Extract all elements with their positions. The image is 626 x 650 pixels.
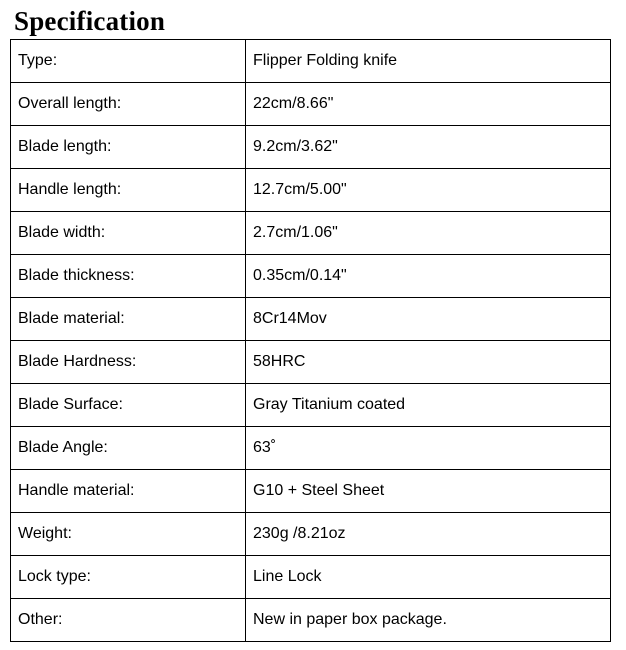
table-row [11, 40, 611, 83]
spec-value: 22cm/8.66" [246, 83, 611, 126]
spec-label: Blade width: [11, 212, 246, 255]
spec-value: 230g /8.21oz [246, 513, 611, 556]
table-row [11, 427, 611, 470]
spec-value: 63˚ [246, 427, 611, 470]
spec-label: Weight: [11, 513, 246, 556]
spec-label: Blade Angle: [11, 427, 246, 470]
table-row [11, 599, 611, 642]
spec-value: 8Cr14Mov [246, 298, 611, 341]
spec-value: Gray Titanium coated [246, 384, 611, 427]
table-row [11, 298, 611, 341]
table-row [11, 513, 611, 556]
spec-value: 2.7cm/1.06" [246, 212, 611, 255]
spec-value: Flipper Folding knife [246, 40, 611, 83]
table-row [11, 384, 611, 427]
page-title: Specification [14, 6, 166, 36]
table-row [11, 83, 611, 126]
spec-label: Overall length: [11, 83, 246, 126]
spec-value: 58HRC [246, 341, 611, 384]
spec-label: Blade Surface: [11, 384, 246, 427]
table-row [11, 126, 611, 169]
spec-value: New in paper box package. [246, 599, 611, 642]
spec-label: Handle material: [11, 470, 246, 513]
spec-label: Blade Hardness: [11, 341, 246, 384]
spec-label: Lock type: [11, 556, 246, 599]
table-row [11, 556, 611, 599]
spec-value: 12.7cm/5.00" [246, 169, 611, 212]
spec-label: Handle length: [11, 169, 246, 212]
spec-value: 0.35cm/0.14" [246, 255, 611, 298]
spec-value: Line Lock [246, 556, 611, 599]
spec-value: G10 + Steel Sheet [246, 470, 611, 513]
spec-label: Blade material: [11, 298, 246, 341]
table-row [11, 212, 611, 255]
spec-label: Blade thickness: [11, 255, 246, 298]
table-row [11, 341, 611, 384]
table-row [11, 470, 611, 513]
spec-label: Type: [11, 40, 246, 83]
table-row [11, 255, 611, 298]
spec-label: Blade length: [11, 126, 246, 169]
spec-label: Other: [11, 599, 246, 642]
table-row [11, 169, 611, 212]
specification-table [10, 39, 611, 642]
spec-value: 9.2cm/3.62" [246, 126, 611, 169]
